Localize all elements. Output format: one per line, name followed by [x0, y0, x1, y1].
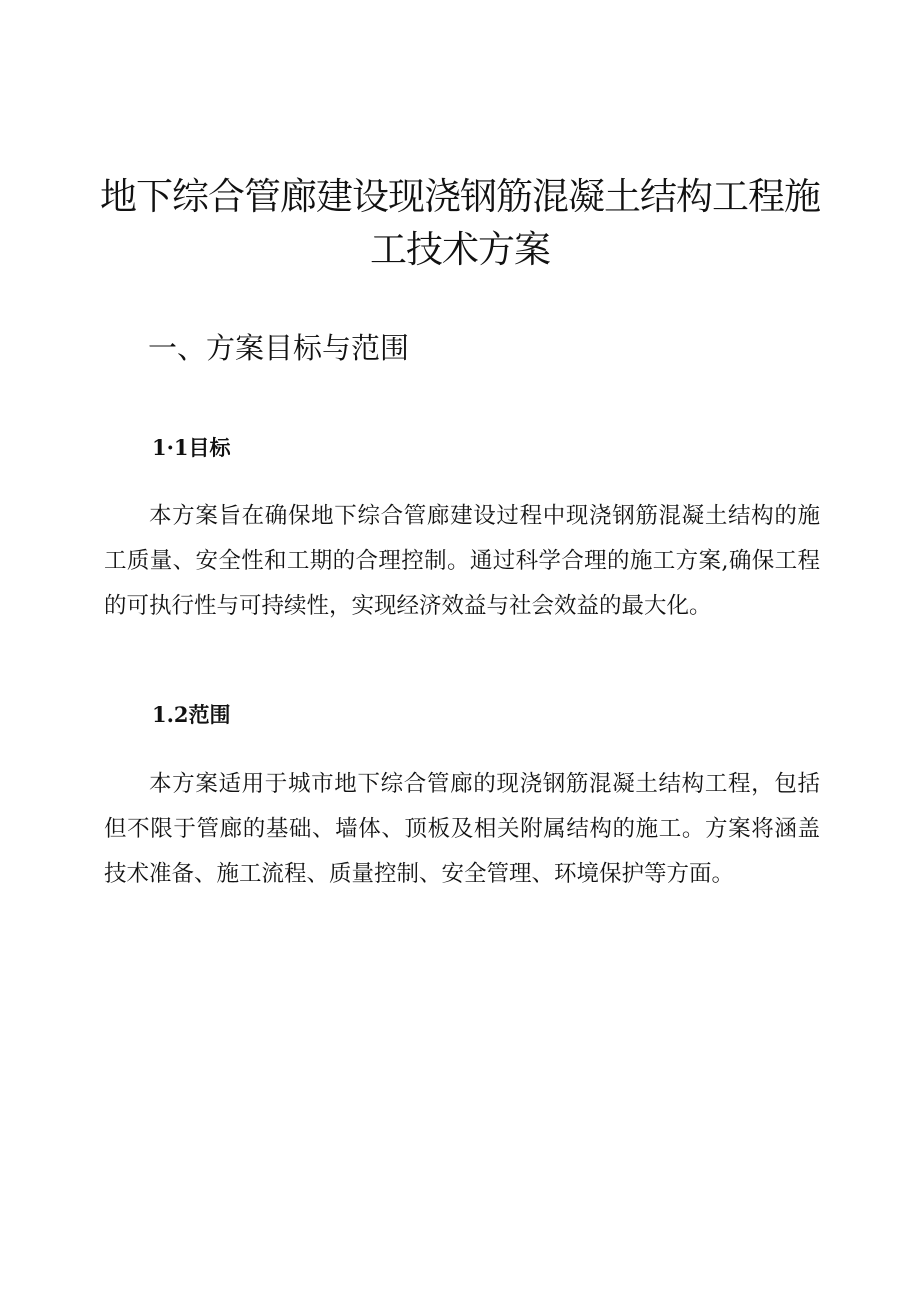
- document-title: 地下综合管廊建设现浇钢筋混凝土结构工程施工技术方案: [100, 175, 820, 271]
- subsection-heading-goal: 1·1目标: [152, 435, 231, 460]
- subsection-heading-scope: 1.2范围: [152, 702, 231, 727]
- section-heading-1: 一、方案目标与范围: [148, 331, 410, 365]
- paragraph-scope: 本方案适用于城市地下综合管廊的现浇钢筋混凝土结构工程，包括但不限于管廊的基础、墙体、顶板及相关附属结构的施工。方案将涵盖技术准备、施工流程、质量控制、安全管理、环境保护等方面。: [104, 771, 820, 887]
- paragraph-goal: 本方案旨在确保地下综合管廊建设过程中现浇钢筋混凝土结构的施工质量、安全性和工期的合理控制。通过科学合理的施工方案,确保工程的可执行性与可持续性，实现经济效益与社会效益的最大化。: [104, 503, 820, 619]
